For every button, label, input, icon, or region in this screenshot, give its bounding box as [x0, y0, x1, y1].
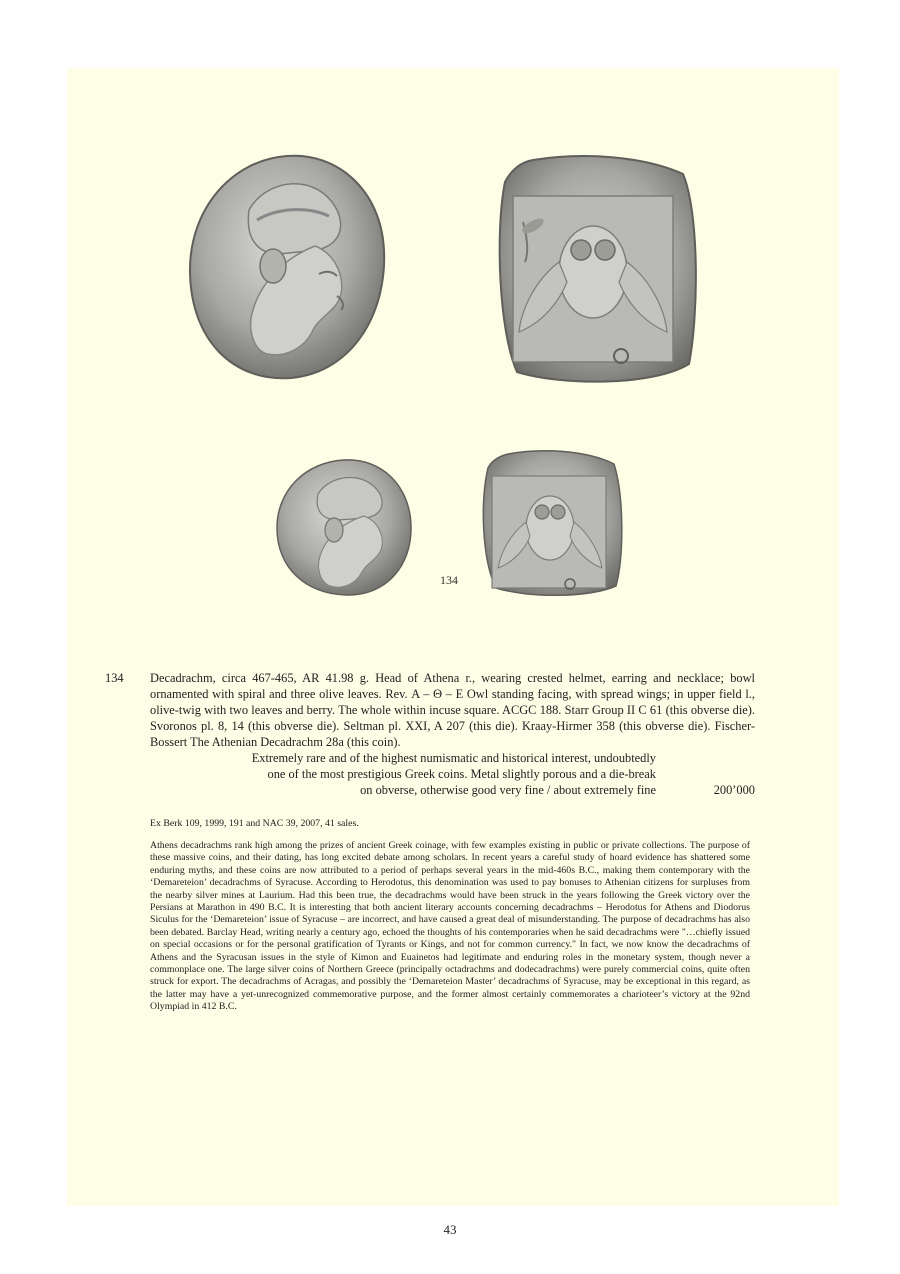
coin-obverse-large: [187, 150, 387, 382]
condition-line-2: one of the most prestigious Greek coins. Metal slightly porous and a die-break: [267, 767, 656, 781]
coin-obverse-small: [274, 456, 414, 598]
image-lot-label: 134: [440, 573, 458, 587]
lot-condition: [150, 750, 755, 798]
lot-number: 134: [105, 671, 124, 685]
condition-line-3: on obverse, otherwise good very fine / about extremely fine: [360, 783, 656, 797]
condition-line-1: Extremely rare and of the highest numismatic and historical interest, undoubtedly: [251, 751, 656, 765]
lot-description-text: Decadrachm, circa 467-465, AR 41.98 g. Head of Athena r., wearing crested helmet, earring and necklace; bowl ornamented with spiral and three olive leaves. Rev. Α – Θ – Ε Owl standing facing, with spread wings; in upper field l., olive-twig with two leaves and berry. The whole within incuse square. ACGC 188. Starr Group II C 61 (this obverse die). Svoronos pl. 8, 14 (this obverse die). Seltman pl. XXI, A 207 (this die). Kraay-Hirmer 358 (this obverse die). Fischer-Bossert The Athenian Decadrachm 28a (this coin).: [150, 671, 755, 749]
lot-provenance: Ex Berk 109, 1999, 191 and NAC 39, 2007, 41 sales.: [150, 818, 359, 829]
lot-description: [150, 670, 755, 750]
coin-reverse-small: [478, 446, 626, 598]
lot-essay: Athens decadrachms rank high among the prizes of ancient Greek coinage, with few examples existing in public or private collections. The purpose of these massive coins, and their dating, has long excited debate among scholars. In recent years a careful study of hoard evidence has shattered some enduring myths, and these coins are now attributed to a period of perhaps several years in the mid-460s B.C., making them contemporary with the ‘Demareteion’ decadrachms of Syracuse. According to Herodotus, this denomination was used to pay bonuses to Athenian citizens for surpluses from the nearby silver mines at Laurium. Had this been true, the decadrachms would have been struck in the years following the Greek victory over the Persians at Marathon in 490 B.C. It is interesting that both ancient literary accounts concerning decadrachms – Herodotus for Athens and Diodorus Siculus for the ‘Demareteion’ issue of Syracuse – are incorrect, and have caused a great deal of misunderstanding. The purpose of decadrachms has also been debated. Barclay Head, writing nearly a century ago, echoed the thoughts of his contemporaries when he said decadrachms were "…chiefly issued on special occasions or for the personal gratification of Tyrants or Kings, and not for common currency." In fact, we now know the decadrachms of Athens and the Syracusan issues in the style of Kimon and Euainetos had legitimate and enduring roles in the monetary system, though never a commonplace one. The large silver coins of Northern Greece (principally octadrachms and dodecadrachms) were purely commercial coins, quite often struck for export. The decadrachms of Acragas, and possibly the ‘Demareteion Master’ decadrachms of Syracuse, may be exceptional in this regard, as the latter may have a yet-unrecognized commemorative purpose, and the former almost certainly commemorates a charioteer’s victory at the 92nd Olympiad in 412 B.C.: [150, 840, 750, 1013]
page-number: 43: [443, 1222, 457, 1237]
lot-estimate: 200’000: [713, 783, 755, 797]
condition-line-3-row: [150, 782, 755, 798]
coin-reverse-large: [493, 152, 701, 388]
catalogue-panel: [67, 68, 839, 1206]
